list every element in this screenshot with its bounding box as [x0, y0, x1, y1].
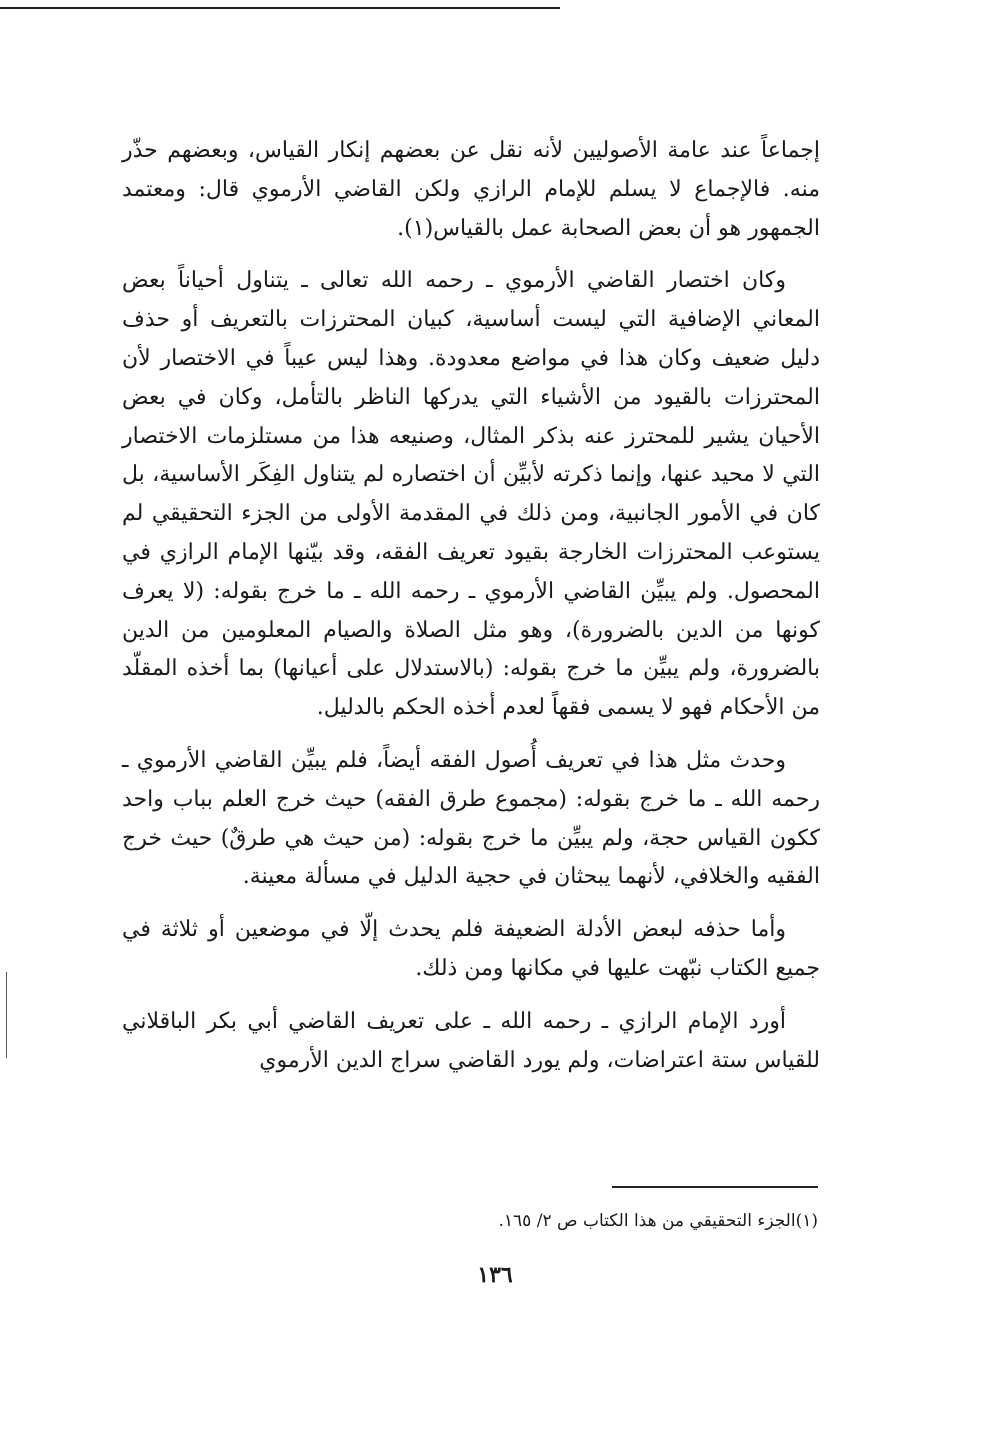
footnote-separator	[612, 1186, 818, 1188]
page-number: ١٣٦	[477, 1262, 513, 1288]
page-body	[122, 132, 820, 1080]
top-rule	[0, 7, 560, 9]
paragraph-2: وكان اختصار القاضي الأرموي ـ رحمه الله تعالى ـ يتناول أحياناً بعض المعاني الإضافية التي ليست أساسية، كبيان المحترزات بالتعريف أو حذف دليل ضعيف وكان هذا في مواضع معدودة. وهذا ليس عيباً في الاختصار لأن المحترزات بالقيود من الأشياء التي يدركها الناظر بالتأمل، وكان في بعض الأحيان يشير للمحترز عنه بذكر المثال، وصنيعه هذا من مستلزمات الاختصار التي لا محيد عنها، وإنما ذكرته لأبيِّن أن اختصاره لم يتناول الفِكَر الأساسية، بل كان في الأمور الجانبية، ومن ذلك في المقدمة الأولى من الجزء التحقيقي لم يستوعب المحترزات الخارجة بقيود تعريف الفقه، وقد بيّنها الإمام الرازي في المحصول. ولم يبيِّن القاضي الأرموي ـ رحمه الله ـ ما خرج بقوله: (لا يعرف كونها من الدين بالضرورة)، وهو مثل الصلاة والصيام المعلومين من الدين بالضرورة، ولم يبيِّن ما خرج بقوله: (بالاستدلال على أعيانها) بما أخذه المقلّد من الأحكام فهو لا يسمى فقهاً لعدم أخذه الحكم بالدليل.	[122, 268, 820, 721]
paragraph-3: وحدث مثل هذا في تعريف أُصول الفقه أيضاً، فلم يبيِّن القاضي الأرموي ـ رحمه الله ـ ما خرج بقوله: (مجموع طرق الفقه) حيث خرج العلم بباب واحد ككون القياس حجة، ولم يبيِّن ما خرج بقوله: (من حيث هي طرقٌ) حيث خرج الفقيه والخلافي، لأنهما يبحثان في حجية الدليل في مسألة معينة.	[122, 747, 820, 890]
margin-mark	[6, 972, 7, 1058]
paragraph-1: إجماعاً عند عامة الأصوليين لأنه نقل عن بعضهم إنكار القياس، وبعضهم حذّر منه. فالإجماع لا يسلم للإمام الرازي ولكن القاضي الأرموي قال: ومعتمد الجمهور هو أن بعض الصحابة عمل بالقياس(١).	[122, 138, 820, 241]
paragraph-5: أورد الإمام الرازي ـ رحمه الله ـ على تعريف القاضي أبي بكر الباقلاني للقياس ستة اعتراضات، ولم يورد القاضي سراج الدين الأرموي	[122, 1008, 820, 1073]
footnote: (١)الجزء التحقيقي من هذا الكتاب ص ٢/ ١٦٥.	[498, 1211, 818, 1231]
paragraph-4: وأما حذفه لبعض الأدلة الضعيفة فلم يحدث إلّا في موضعين أو ثلاثة في جميع الكتاب نبّهت عليها في مكانها ومن ذلك.	[122, 917, 820, 981]
